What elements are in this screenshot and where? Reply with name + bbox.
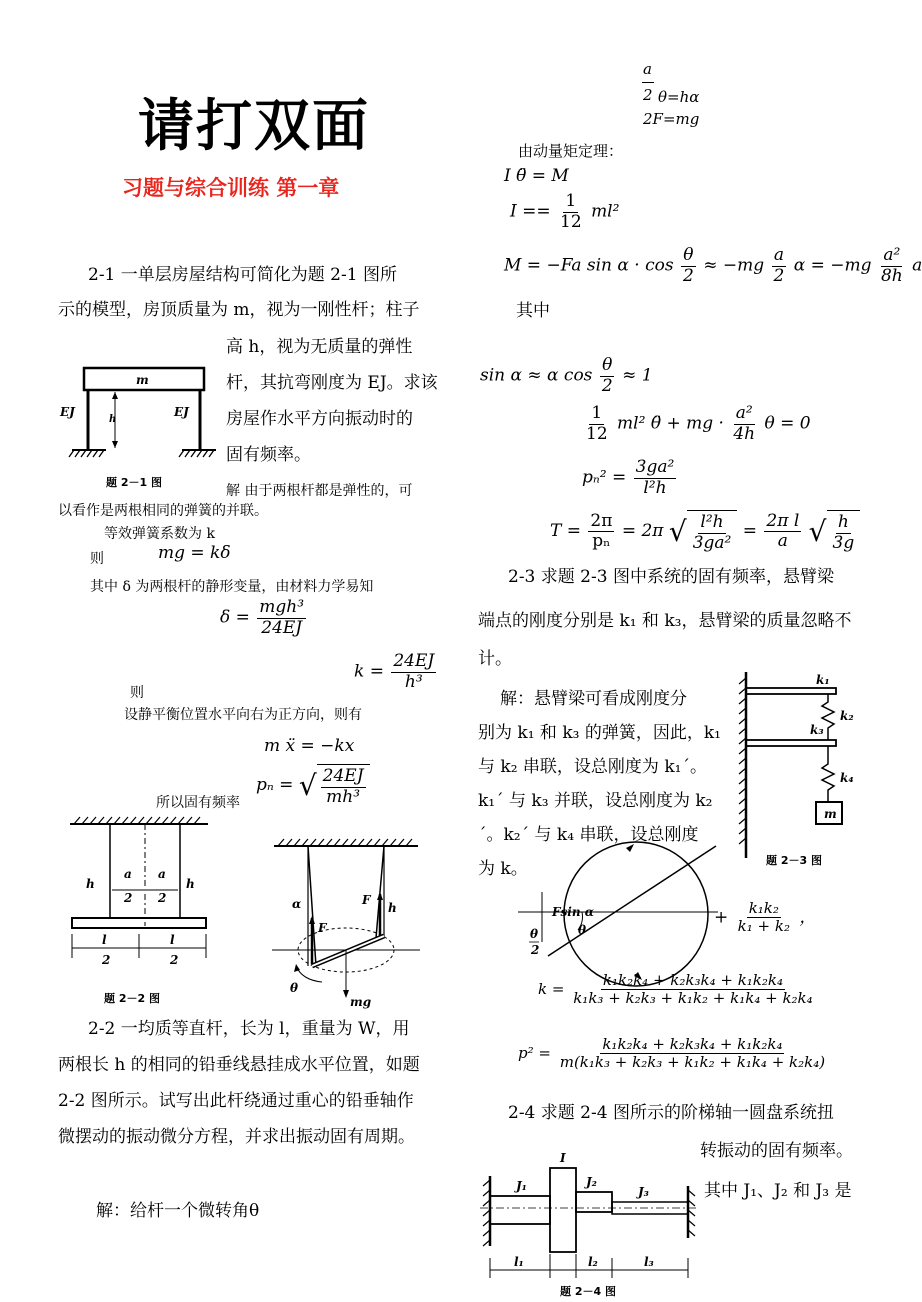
figure-2-2-l-left: l [102, 933, 107, 947]
equation-series-num: k₁k₂ [748, 899, 779, 917]
equation-M-two-b: 2 [773, 265, 785, 286]
problem-2-3-solution-4: k₁´ 与 k₃ 并联，设总刚度为 k₂ [478, 791, 713, 811]
equation-M-lhs: M = −Fa sin α · cos [504, 255, 674, 276]
problem-2-3-solution-2: 别为 k₁ 和 k₃ 的弹簧，因此，k₁ [478, 723, 721, 743]
right-top-eq2: 2F=mg [643, 110, 700, 128]
equation-pn: pₙ = √ $\frac{24EJ}{\text{mh³}}$ [256, 764, 370, 807]
figure-2-1-ej-left: EJ [60, 405, 75, 419]
figure-2-3-k4: k₄ [840, 771, 854, 785]
problem-2-1-solution-3: 等效弹簧系数为 k [104, 526, 215, 542]
figure-2-1 [58, 358, 218, 488]
equation-M-mid: ≈ −mg [703, 255, 765, 276]
figure-2-2-h-3d: h [388, 901, 397, 915]
problem-2-1-solution-7: 设静平衡位置水平向右为正方向，则有 [124, 707, 362, 723]
equation-T-3g: 3g [832, 532, 855, 553]
figure-2-1-mass-label: m [136, 373, 149, 387]
equation-pn2-lhs: pₙ² = [582, 467, 627, 488]
figure-2-3-m: m [824, 807, 837, 821]
equation-diff-num1: 1 [591, 403, 603, 423]
equation-I-rhs: ml² [591, 201, 620, 222]
equation-I-num: 1 [565, 191, 577, 211]
problem-2-4-line2: 转振动的固有频率。 [700, 1141, 853, 1161]
equation-series-comma: ， [799, 907, 817, 928]
problem-2-1-line3: 高 h，视为无质量的弹性 [226, 337, 413, 357]
problem-2-3-solution-3: 与 k₂ 串联，设总刚度为 k₁´。 [478, 757, 707, 777]
equation-k-lhs: k = [354, 661, 384, 682]
equation-k-total-num: k₁k₂k₄ + k₂k₃k₄ + k₁k₂k₄ [602, 971, 784, 989]
overlay-theta-half-den: 2 [531, 943, 540, 957]
equation-cos-end: ≈ 1 [622, 365, 653, 386]
figure-2-3 [736, 668, 866, 868]
equation-diff-mid: ml² θ̈ + mg · [617, 413, 724, 434]
problem-2-2-line4: 微摆动的振动微分方程，并求出振动固有周期。 [58, 1127, 415, 1147]
equation-M-theta: θ [683, 245, 694, 265]
equation-T-a: a [777, 531, 788, 552]
problem-2-1-line4: 杆，其抗弯刚度为 EJ。求该 [226, 373, 438, 393]
equation-T-l2h: l²h [700, 512, 724, 532]
figure-2-1-h-label: h [109, 414, 117, 425]
equation-T-2pi: 2π [590, 510, 613, 531]
figure-2-2-two-right: 2 [158, 891, 167, 905]
equation-delta [220, 598, 308, 638]
figure-2-4-l3: l₃ [644, 1255, 654, 1269]
problem-2-2-solution-1: 解：给杆一个微转角θ [96, 1201, 260, 1221]
problem-2-1-line1: 2-1 一单层房屋结构可简化为题 2-1 图所 [88, 265, 397, 285]
figure-2-2-two-left: 2 [124, 891, 133, 905]
page-title: 请打双面 [138, 94, 370, 159]
problem-2-3-line3: 计。 [478, 649, 512, 669]
right-where-text: 其中 [516, 301, 550, 321]
equation-pn2-num: 3ga² [635, 457, 675, 477]
figure-2-3-k2: k₂ [840, 709, 854, 723]
figure-2-2-two-l-right: 2 [170, 953, 179, 967]
equation-diff-4h: 4h [733, 423, 756, 444]
figure-2-4-J3: J₃ [638, 1185, 649, 1199]
equation-period: T = $\frac{2\pi}{\text{pₙ}}$ = 2π √ $\frac{\text{l²h}}{\text{3ga²}}$ = $\frac{\text{2π l}}{a}$ √ $\frac{h}{3g}$ [550, 510, 860, 553]
problem-2-1-solution-8: 所以固有频率 [156, 795, 240, 811]
figure-2-2-l-right: l [170, 933, 175, 947]
equation-k-den: h³ [404, 671, 423, 692]
equation-p-squared [518, 1036, 829, 1072]
equation-pn-lhs: pₙ = [256, 775, 294, 796]
figure-2-4-l2: l₂ [588, 1255, 598, 1269]
equation-I-lhs: I == [510, 201, 551, 222]
equation-T-2pil: 2π l [766, 510, 800, 531]
figure-2-4-J2: J₂ [586, 1175, 597, 1189]
equation-M [504, 246, 922, 286]
equation-differential [582, 404, 811, 444]
problem-2-1-solution-5: 其中 δ 为两根杆的静形变量，由材料力学易知 [90, 579, 374, 595]
equation-p2-den: m(k₁k₃ + k₂k₃ + k₁k₂ + k₁k₄ + k₂k₄) [559, 1053, 826, 1072]
figure-2-4-J1: J₁ [516, 1179, 527, 1193]
problem-2-1-solution-6: 则 [130, 685, 144, 701]
equation-I-den: 12 [560, 211, 582, 232]
equation-k [354, 652, 438, 692]
problem-2-3-line2: 端点的刚度分别是 k₁ 和 k₃，悬臂梁的质量忽略不 [478, 611, 852, 631]
equation-cos-theta: θ [602, 355, 613, 375]
equation-T-pn: pₙ [592, 531, 611, 552]
equation-pn2-den: l²h [643, 477, 667, 498]
right-top-eq1: θ=hα [658, 88, 700, 106]
equation-cos-two: 2 [601, 375, 613, 396]
problem-2-2-line1: 2-2 一均质等直杆，长为 l，重量为 W，用 [88, 1019, 410, 1039]
problem-2-1-solution-1: 解 由于两根杆都是弹性的，可 [226, 483, 413, 499]
right-moment-text: 由动量矩定理： [518, 142, 624, 160]
equation-delta-lhs: δ = [220, 607, 250, 628]
equation-small-angle [480, 356, 653, 396]
equation-delta-den: 24EJ [261, 617, 303, 638]
figure-2-2-F-right: F [362, 893, 371, 907]
equation-delta-num: mgh³ [259, 597, 305, 617]
rotation-overlay-diagram [518, 826, 718, 976]
figure-2-2-mg: mg [350, 995, 372, 1009]
problem-2-1-line6: 固有频率。 [226, 445, 311, 465]
figure-2-3-k3: k₃ [810, 723, 824, 737]
equation-sin: sin α ≈ α cos [480, 365, 593, 386]
equation-M-a2: a² [883, 245, 901, 265]
figure-2-4-l1: l₁ [514, 1255, 524, 1269]
problem-2-1-solution-4: 则 [90, 551, 104, 567]
figure-2-2-h-left: h [86, 877, 95, 891]
problem-2-1-line2: 示的模型，房顶质量为 m，视为一刚性杆；柱子 [58, 300, 420, 320]
equation-M-a: a [773, 245, 785, 265]
equation-p2-lhs: p² = [518, 1043, 551, 1062]
equation-series-plus: + [714, 907, 729, 928]
figure-2-3-caption: 题 2－3 图 [766, 854, 822, 867]
chapter-subtitle: 习题与综合训练 第一章 [122, 176, 340, 200]
right-top-frac-bar [642, 82, 654, 83]
figure-2-2-two-l-left: 2 [102, 953, 111, 967]
figure-2-1-caption: 题 2－1 图 [106, 476, 162, 489]
overlay-fsin-alpha: Fsin α [552, 905, 594, 919]
figure-2-4-caption: 题 2－4 图 [560, 1285, 616, 1298]
problem-2-3-solution-6: 为 k。 [478, 859, 528, 879]
figure-2-1-ej-right: EJ [174, 405, 189, 419]
equation-pn-den: mh³ [326, 786, 361, 807]
problem-2-4-line1: 2-4 求题 2-4 图所示的阶梯轴一圆盘系统扭 [508, 1103, 834, 1123]
equation-T-3ga2: 3ga² [692, 532, 732, 553]
equation-k-total-den: k₁k₃ + k₂k₃ + k₁k₂ + k₁k₄ + k₂k₄ [573, 989, 813, 1008]
equation-T-eq2: = [742, 521, 758, 542]
equation-pn-squared [582, 458, 678, 498]
equation-M-8h: 8h [880, 265, 903, 286]
equation-motion: m ẍ = −kx [264, 736, 355, 756]
figure-2-2-a-left: a [124, 867, 132, 881]
equation-M-alpha: α = −mg [793, 255, 872, 276]
figure-2-2-F-left: F [318, 921, 327, 935]
equation-M-two: 2 [682, 265, 694, 286]
figure-2-2-alpha: α [292, 897, 302, 911]
figure-2-2-a-right: a [158, 867, 166, 881]
equation-k-total [538, 972, 817, 1008]
equation-p2-num: k₁k₂k₄ + k₂k₃k₄ + k₁k₂k₄ [602, 1035, 783, 1053]
figure-2-2-h-right: h [186, 877, 195, 891]
figure-2-2-perspective [272, 838, 422, 1008]
figure-2-2-front [64, 814, 214, 974]
problem-2-3-solution-5: ´。k₂´ 与 k₄ 串联，设总刚度 [478, 825, 699, 845]
problem-2-3-solution-1: 解：悬臂梁可看成刚度分 [500, 689, 687, 709]
problem-2-2-line3: 2-2 图所示。试写出此杆绕通过重心的铅垂轴作 [58, 1091, 414, 1111]
equation-diff-den12: 12 [586, 423, 608, 444]
right-top-2: 2 [643, 86, 653, 104]
figure-2-4-I: I [560, 1151, 566, 1165]
problem-2-1-line5: 房屋作水平方向振动时的 [226, 409, 413, 429]
equation-series-den: k₁ + k₂ [737, 917, 790, 936]
equation-mg-k-delta: mg = kδ [158, 543, 231, 563]
equation-M-end: a [912, 255, 922, 276]
figure-2-2-theta: θ [290, 981, 299, 995]
figure-2-4 [480, 1146, 700, 1296]
equation-T-lhs: T = [550, 521, 581, 542]
equation-I-theta: I θ̈ = M [504, 166, 569, 186]
equation-k-total-lhs: k = [538, 979, 565, 998]
equation-I-value [510, 192, 619, 232]
equation-series-spring [714, 900, 816, 936]
equation-T-eq: = 2π [621, 521, 664, 542]
overlay-theta: θ [578, 923, 587, 937]
problem-2-4-line3: 其中 J₁、J₂ 和 J₃ 是 [704, 1181, 852, 1201]
equation-diff-a2: a² [735, 403, 753, 423]
figure-2-3-k1: k₁ [816, 673, 830, 687]
right-top-a: a [643, 60, 652, 78]
equation-diff-end: θ = 0 [764, 413, 811, 434]
equation-T-h: h [837, 512, 849, 532]
problem-2-2-line2: 两根长 h 的相同的铅垂线悬挂成水平位置，如题 [58, 1055, 420, 1075]
equation-pn-num: 24EJ [322, 766, 364, 786]
equation-k-num: 24EJ [393, 651, 435, 671]
figure-2-2-caption: 题 2－2 图 [104, 992, 160, 1005]
problem-2-1-solution-2: 以看作是两根相同的弹簧的并联。 [58, 503, 268, 519]
overlay-theta-half-num: θ [530, 927, 539, 941]
problem-2-3-line1: 2-3 求题 2-3 图中系统的固有频率，悬臂梁 [508, 567, 834, 587]
